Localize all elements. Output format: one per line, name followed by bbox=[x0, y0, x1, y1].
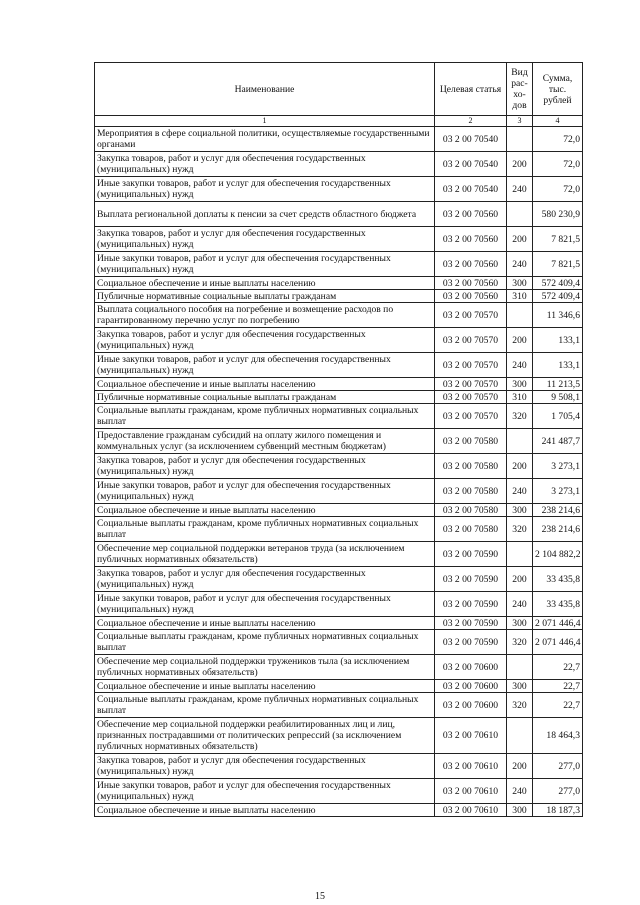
column-number: 3 bbox=[507, 116, 533, 127]
table-row bbox=[95, 754, 583, 779]
header-code: Целевая статья bbox=[435, 63, 507, 116]
row-expense-type: 300 bbox=[507, 504, 533, 517]
table-row bbox=[95, 517, 583, 542]
table-row bbox=[95, 277, 583, 290]
row-code: 03 2 00 70570 bbox=[435, 404, 507, 429]
row-code: 03 2 00 70600 bbox=[435, 680, 507, 693]
row-code: 03 2 00 70570 bbox=[435, 391, 507, 404]
row-code: 03 2 00 70560 bbox=[435, 227, 507, 252]
row-sum: 2 071 446,4 bbox=[533, 617, 583, 630]
row-sum: 238 214,6 bbox=[533, 517, 583, 542]
row-code: 03 2 00 70540 bbox=[435, 152, 507, 177]
row-expense-type bbox=[507, 202, 533, 227]
row-sum: 72,0 bbox=[533, 152, 583, 177]
row-expense-type: 310 bbox=[507, 290, 533, 303]
row-code: 03 2 00 70560 bbox=[435, 252, 507, 277]
row-code: 03 2 00 70580 bbox=[435, 517, 507, 542]
row-name: Выплата социального пособия на погребение и возмещение расходов по гарантированному перечню услуг по погребению bbox=[95, 303, 435, 328]
row-code: 03 2 00 70610 bbox=[435, 804, 507, 817]
row-name: Социальное обеспечение и иные выплаты населению bbox=[95, 617, 435, 630]
table-row bbox=[95, 504, 583, 517]
row-sum: 277,0 bbox=[533, 754, 583, 779]
row-expense-type: 200 bbox=[507, 567, 533, 592]
row-expense-type: 200 bbox=[507, 454, 533, 479]
table-row bbox=[95, 630, 583, 655]
row-name: Социальное обеспечение и иные выплаты населению bbox=[95, 804, 435, 817]
table-row bbox=[95, 152, 583, 177]
row-expense-type: 200 bbox=[507, 328, 533, 353]
row-name: Социальное обеспечение и иные выплаты населению bbox=[95, 680, 435, 693]
row-name: Обеспечение мер социальной поддержки реабилитированных лиц и лиц, признанных пострадавшими от политических репрессий (за исключением публичных нормативных обязательств) bbox=[95, 718, 435, 754]
row-code: 03 2 00 70580 bbox=[435, 454, 507, 479]
table-row bbox=[95, 378, 583, 391]
row-sum: 18 187,3 bbox=[533, 804, 583, 817]
row-code: 03 2 00 70610 bbox=[435, 718, 507, 754]
row-expense-type: 240 bbox=[507, 353, 533, 378]
row-code: 03 2 00 70570 bbox=[435, 378, 507, 391]
row-name: Социальное обеспечение и иные выплаты населению bbox=[95, 378, 435, 391]
row-expense-type: 200 bbox=[507, 754, 533, 779]
row-name: Иные закупки товаров, работ и услуг для обеспечения государственных (муниципальных) нужд bbox=[95, 252, 435, 277]
row-name: Выплата региональной доплаты к пенсии за счет средств областного бюджета bbox=[95, 202, 435, 227]
row-name: Публичные нормативные социальные выплаты гражданам bbox=[95, 391, 435, 404]
row-sum: 18 464,3 bbox=[533, 718, 583, 754]
row-code: 03 2 00 70570 bbox=[435, 353, 507, 378]
row-expense-type: 300 bbox=[507, 680, 533, 693]
row-expense-type bbox=[507, 429, 533, 454]
row-expense-type: 320 bbox=[507, 630, 533, 655]
table-row bbox=[95, 177, 583, 202]
row-name: Иные закупки товаров, работ и услуг для обеспечения государственных (муниципальных) нужд bbox=[95, 353, 435, 378]
row-sum: 7 821,5 bbox=[533, 227, 583, 252]
table-row bbox=[95, 328, 583, 353]
row-name: Иные закупки товаров, работ и услуг для обеспечения государственных (муниципальных) нужд bbox=[95, 779, 435, 804]
row-code: 03 2 00 70610 bbox=[435, 779, 507, 804]
row-expense-type bbox=[507, 655, 533, 680]
row-sum: 72,0 bbox=[533, 127, 583, 152]
row-name: Социальное обеспечение и иные выплаты населению bbox=[95, 277, 435, 290]
row-sum: 572 409,4 bbox=[533, 290, 583, 303]
row-expense-type: 240 bbox=[507, 592, 533, 617]
row-expense-type bbox=[507, 542, 533, 567]
row-name: Социальные выплаты гражданам, кроме публичных нормативных социальных выплат bbox=[95, 404, 435, 429]
row-sum: 11 213,5 bbox=[533, 378, 583, 391]
header-row bbox=[95, 63, 583, 116]
row-sum: 238 214,6 bbox=[533, 504, 583, 517]
table-row bbox=[95, 429, 583, 454]
row-code: 03 2 00 70590 bbox=[435, 567, 507, 592]
table-row bbox=[95, 567, 583, 592]
row-code: 03 2 00 70560 bbox=[435, 202, 507, 227]
row-sum: 22,7 bbox=[533, 693, 583, 718]
budget-table bbox=[94, 62, 583, 817]
row-expense-type bbox=[507, 127, 533, 152]
row-code: 03 2 00 70600 bbox=[435, 693, 507, 718]
row-sum: 22,7 bbox=[533, 680, 583, 693]
row-name: Закупка товаров, работ и услуг для обеспечения государственных (муниципальных) нужд bbox=[95, 152, 435, 177]
table-row bbox=[95, 718, 583, 754]
row-sum: 33 435,8 bbox=[533, 592, 583, 617]
row-expense-type bbox=[507, 718, 533, 754]
row-name: Публичные нормативные социальные выплаты гражданам bbox=[95, 290, 435, 303]
row-sum: 133,1 bbox=[533, 328, 583, 353]
row-code: 03 2 00 70590 bbox=[435, 592, 507, 617]
column-number: 1 bbox=[95, 116, 435, 127]
table-row bbox=[95, 404, 583, 429]
row-code: 03 2 00 70590 bbox=[435, 617, 507, 630]
row-sum: 33 435,8 bbox=[533, 567, 583, 592]
row-code: 03 2 00 70560 bbox=[435, 290, 507, 303]
column-number: 4 bbox=[533, 116, 583, 127]
row-name: Закупка товаров, работ и услуг для обеспечения государственных (муниципальных) нужд bbox=[95, 454, 435, 479]
row-sum: 277,0 bbox=[533, 779, 583, 804]
table-row bbox=[95, 693, 583, 718]
row-code: 03 2 00 70570 bbox=[435, 328, 507, 353]
table-row bbox=[95, 655, 583, 680]
table-row bbox=[95, 127, 583, 152]
row-expense-type: 200 bbox=[507, 227, 533, 252]
header-name: Наименование bbox=[95, 63, 435, 116]
row-sum: 2 104 882,2 bbox=[533, 542, 583, 567]
row-expense-type: 320 bbox=[507, 517, 533, 542]
row-expense-type: 300 bbox=[507, 277, 533, 290]
row-name: Предоставление гражданам субсидий на оплату жилого помещения и коммунальных услуг (за исключением субвенций местным бюджетам) bbox=[95, 429, 435, 454]
row-sum: 11 346,6 bbox=[533, 303, 583, 328]
row-code: 03 2 00 70540 bbox=[435, 127, 507, 152]
row-sum: 241 487,7 bbox=[533, 429, 583, 454]
table-row bbox=[95, 252, 583, 277]
column-number: 2 bbox=[435, 116, 507, 127]
row-name: Закупка товаров, работ и услуг для обеспечения государственных (муниципальных) нужд bbox=[95, 227, 435, 252]
row-name: Обеспечение мер социальной поддержки ветеранов труда (за исключением публичных нормативных обязательств) bbox=[95, 542, 435, 567]
row-expense-type: 310 bbox=[507, 391, 533, 404]
row-sum: 572 409,4 bbox=[533, 277, 583, 290]
row-name: Обеспечение мер социальной поддержки тружеников тыла (за исключением публичных нормативных обязательств) bbox=[95, 655, 435, 680]
row-code: 03 2 00 70600 bbox=[435, 655, 507, 680]
row-expense-type: 300 bbox=[507, 804, 533, 817]
row-name: Закупка товаров, работ и услуг для обеспечения государственных (муниципальных) нужд bbox=[95, 567, 435, 592]
row-code: 03 2 00 70570 bbox=[435, 303, 507, 328]
header-sum: Сумма, тыс. рублей bbox=[533, 63, 583, 116]
row-sum: 580 230,9 bbox=[533, 202, 583, 227]
table-row bbox=[95, 542, 583, 567]
row-code: 03 2 00 70560 bbox=[435, 277, 507, 290]
row-expense-type: 300 bbox=[507, 617, 533, 630]
row-code: 03 2 00 70540 bbox=[435, 177, 507, 202]
table-row bbox=[95, 680, 583, 693]
row-expense-type: 240 bbox=[507, 177, 533, 202]
row-name: Социальные выплаты гражданам, кроме публичных нормативных социальных выплат bbox=[95, 517, 435, 542]
row-sum: 2 071 446,4 bbox=[533, 630, 583, 655]
row-name: Иные закупки товаров, работ и услуг для обеспечения государственных (муниципальных) нужд bbox=[95, 479, 435, 504]
row-expense-type: 320 bbox=[507, 404, 533, 429]
row-code: 03 2 00 70610 bbox=[435, 754, 507, 779]
row-expense-type: 320 bbox=[507, 693, 533, 718]
row-name: Социальные выплаты гражданам, кроме публичных нормативных социальных выплат bbox=[95, 630, 435, 655]
table-row bbox=[95, 303, 583, 328]
row-code: 03 2 00 70580 bbox=[435, 479, 507, 504]
header-type: Вид рас-хо-дов bbox=[507, 63, 533, 116]
row-sum: 9 508,1 bbox=[533, 391, 583, 404]
row-expense-type: 200 bbox=[507, 152, 533, 177]
row-name: Закупка товаров, работ и услуг для обеспечения государственных (муниципальных) нужд bbox=[95, 754, 435, 779]
row-sum: 1 705,4 bbox=[533, 404, 583, 429]
table-row bbox=[95, 353, 583, 378]
table-row bbox=[95, 202, 583, 227]
row-sum: 133,1 bbox=[533, 353, 583, 378]
row-name: Социальные выплаты гражданам, кроме публичных нормативных социальных выплат bbox=[95, 693, 435, 718]
row-name: Мероприятия в сфере социальной политики, осуществляемые государственными органами bbox=[95, 127, 435, 152]
row-expense-type: 300 bbox=[507, 378, 533, 391]
row-code: 03 2 00 70590 bbox=[435, 630, 507, 655]
row-sum: 3 273,1 bbox=[533, 454, 583, 479]
row-expense-type: 240 bbox=[507, 252, 533, 277]
row-expense-type: 240 bbox=[507, 779, 533, 804]
row-expense-type bbox=[507, 303, 533, 328]
row-sum: 3 273,1 bbox=[533, 479, 583, 504]
row-code: 03 2 00 70580 bbox=[435, 504, 507, 517]
table-row bbox=[95, 779, 583, 804]
table-row bbox=[95, 290, 583, 303]
row-sum: 7 821,5 bbox=[533, 252, 583, 277]
row-code: 03 2 00 70580 bbox=[435, 429, 507, 454]
row-sum: 72,0 bbox=[533, 177, 583, 202]
row-name: Иные закупки товаров, работ и услуг для обеспечения государственных (муниципальных) нужд bbox=[95, 177, 435, 202]
table-row bbox=[95, 391, 583, 404]
table-row bbox=[95, 617, 583, 630]
table-row bbox=[95, 592, 583, 617]
page-number: 15 bbox=[315, 891, 325, 902]
table-row bbox=[95, 479, 583, 504]
column-number-row bbox=[95, 116, 583, 127]
row-code: 03 2 00 70590 bbox=[435, 542, 507, 567]
table-row bbox=[95, 227, 583, 252]
row-expense-type: 240 bbox=[507, 479, 533, 504]
row-name: Социальное обеспечение и иные выплаты населению bbox=[95, 504, 435, 517]
table-row bbox=[95, 804, 583, 817]
row-sum: 22,7 bbox=[533, 655, 583, 680]
table-row bbox=[95, 454, 583, 479]
row-name: Закупка товаров, работ и услуг для обеспечения государственных (муниципальных) нужд bbox=[95, 328, 435, 353]
row-name: Иные закупки товаров, работ и услуг для обеспечения государственных (муниципальных) нужд bbox=[95, 592, 435, 617]
